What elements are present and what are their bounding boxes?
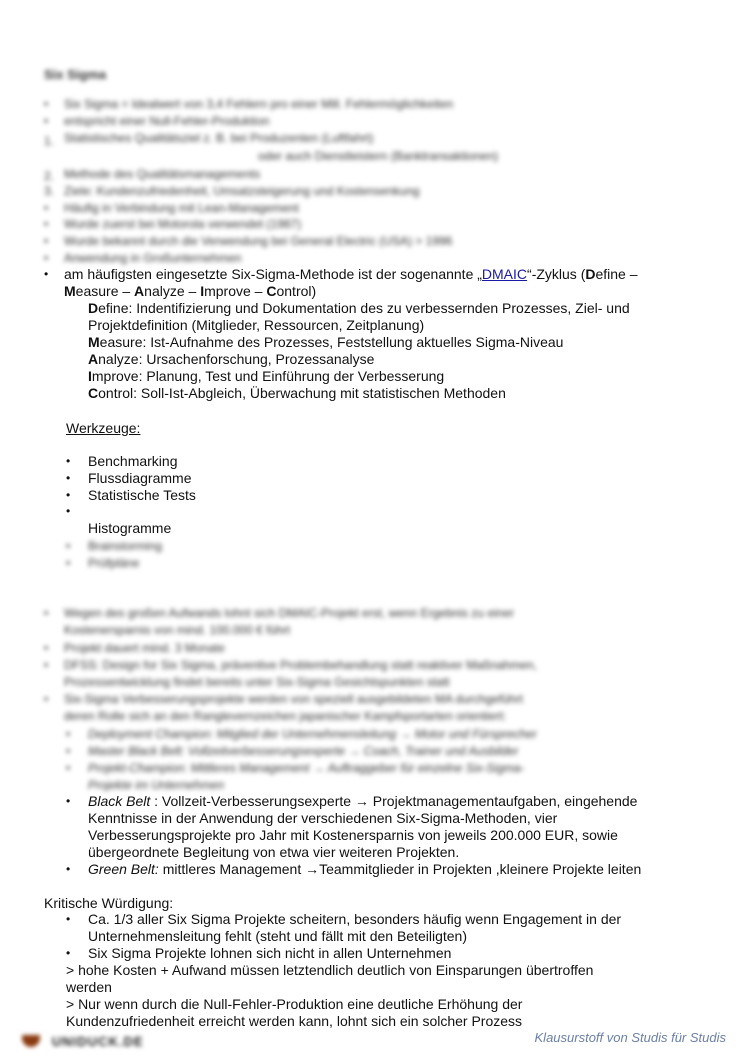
blurred-line: Wurde zuerst bei Motorola verwendet (1987): [64, 217, 302, 231]
blurred-line: Projekte im Unternehmen: [88, 778, 225, 792]
blurred-line: Statistisches Qualitätsziel z. B. bei Produzenten (Luftfahrt): [64, 131, 374, 145]
blurred-line: Ziele: Kundenzufriedenheit, Umsatzsteigerung und Kostensenkung: [64, 184, 420, 198]
blurred-line: Projekt dauert mind. 3 Monate: [64, 641, 225, 655]
control-line: Control: Soll-Ist-Abgleich, Überwachung mit statistischen Methoden: [88, 385, 506, 401]
critique-bullet-2: Six Sigma Projekte lohnen sich nicht in allen Unternehmen: [88, 945, 452, 961]
blurred-line: deren Rolle sich an den Ranglevernzeichen japanischer Kampfsportarten orientiert:: [64, 709, 507, 723]
blurred-line: Methode des Qualitätsmanagements: [64, 167, 261, 181]
dmaic-link[interactable]: DMAIC: [481, 266, 528, 282]
blurred-line: entspricht einer Null-Fehler-Produktion: [64, 114, 270, 128]
critique-para-2: > Nur wenn durch die Null-Fehler-Produktion eine deutliche Erhöhung der: [66, 996, 523, 1012]
footer-logo: UNIDUCK.DE: [22, 1032, 162, 1050]
define-line: Define: Indentifizierung und Dokumentation des zu verbessernden Prozesses, Ziel- und: [88, 300, 630, 316]
blurred-line: Kostenersparnis von mind. 100.000 € führt: [64, 623, 291, 637]
blurred-line: DFSS: Design for Six Sigma, präventive Problembehandlung statt reaktiver Maßnahmen,: [64, 658, 537, 672]
blurred-line: Six-Sigma Verbesserungsprojekte werden von speziell ausgebildeten MA durchgeführt: [64, 692, 523, 706]
critique-para-1: > hohe Kosten + Aufwand müssen letztendlich deutlich von Einsparungen übertroffen: [66, 962, 594, 978]
tool-item: Statistische Tests: [88, 487, 196, 503]
footer-tagline: Klausurstoff von Studis für Studis: [534, 1030, 726, 1045]
analyze-line: Analyze: Ursachenforschung, Prozessanalyse: [88, 351, 375, 367]
tool-item: Histogramme: [88, 520, 172, 536]
blurred-line: Wurde bekannt durch die Verwendung bei General Electric (USA) > 1996: [64, 234, 453, 248]
page-title: Six Sigma: [44, 67, 107, 82]
black-belt-line-4: übergeordnete Begleitung von etwa vier weiteren Projekten.: [88, 844, 460, 860]
critique-bullet-1-cont: Unternehmensleitung fehlt (steht und fällt mit den Beteiligten): [88, 928, 467, 944]
dmaic-intro: am häufigsten eingesetzte Six-Sigma-Methode ist der sogenannte „DMAIC“-Zyklus (Define –: [64, 266, 638, 282]
critique-bullet-1: Ca. 1/3 aller Six Sigma Projekte scheitern, besonders häufig wenn Engagement in der: [88, 911, 622, 927]
critique-para-2-cont: Kundenzufriedenheit erreicht werden kann, lohnt sich ein solcher Prozess: [66, 1013, 523, 1029]
blurred-line: oder auch Dienstleistern (Banktransaktionen): [258, 149, 499, 163]
blurred-line: Anwendung in Großunternehmen: [64, 251, 242, 265]
define-line-2: Projektdefinition (Mitglieder, Ressourcen, Zeitplanung): [88, 317, 425, 333]
black-belt-line-3: Verbesserungsprojekte pro Jahr mit Kostenersparnis von jeweils 200.000 EUR, sowie: [88, 827, 618, 843]
tool-item-blurred: Prüfpläne: [88, 556, 140, 570]
duck-icon: [22, 1035, 40, 1047]
tool-item: Benchmarking: [88, 453, 178, 469]
black-belt-line: Black Belt : Vollzeit-Verbesserungsexperte → Projektmanagementaufgaben, eingehende: [88, 793, 638, 809]
blurred-line: Prozessentwicklung findet bereits unter Six-Sigma Gesichtspunkten statt: [64, 675, 450, 689]
blurred-line: Master Black Belt: Vollzeitverbesserungsexperte → Coach, Trainer und Ausbilder: [88, 744, 519, 758]
blurred-line: Häufig in Verbindung mit Lean-Management: [64, 201, 299, 215]
blurred-line: Wegen des großen Aufwands lohnt sich DMAIC-Projekt erst, wenn Ergebnis zu einer: [64, 606, 514, 620]
measure-line: Measure: Ist-Aufnahme des Prozesses, Feststellung aktuelles Sigma-Niveau: [88, 334, 564, 350]
dmaic-intro-cont: Measure – Analyze – Improve – Control): [64, 283, 317, 299]
improve-line: Improve: Planung, Test und Einführung der Verbesserung: [88, 368, 445, 384]
tool-item-blurred: Brainstorming: [88, 539, 163, 553]
tool-item: Flussdiagramme: [88, 470, 192, 486]
critique-heading: Kritische Würdigung:: [44, 895, 174, 911]
tools-heading: Werkzeuge:: [66, 420, 141, 436]
critique-para-1-cont: werden: [66, 979, 112, 995]
black-belt-line-2: Kenntnisse in der Anwendung der verschiedenen Six-Sigma-Methoden, vier: [88, 810, 558, 826]
green-belt-line: Green Belt: mittleres Management →Teammitglieder in Projekten ,kleinere Projekte leiten: [88, 861, 642, 877]
blurred-line: Six Sigma = Idealwert von 3,4 Fehlern pro einer Mill. Fehlermöglichkeiten: [64, 97, 454, 111]
blurred-line: Projekt-Champion: Mittleres Management → Auftraggeber für einzelne Six-Sigma-: [88, 761, 525, 775]
bullet: •: [44, 267, 49, 281]
blurred-line: Deployment Champion: Mitglied der Unternehmensleitung → Motor und Fürsprecher: [88, 727, 537, 741]
